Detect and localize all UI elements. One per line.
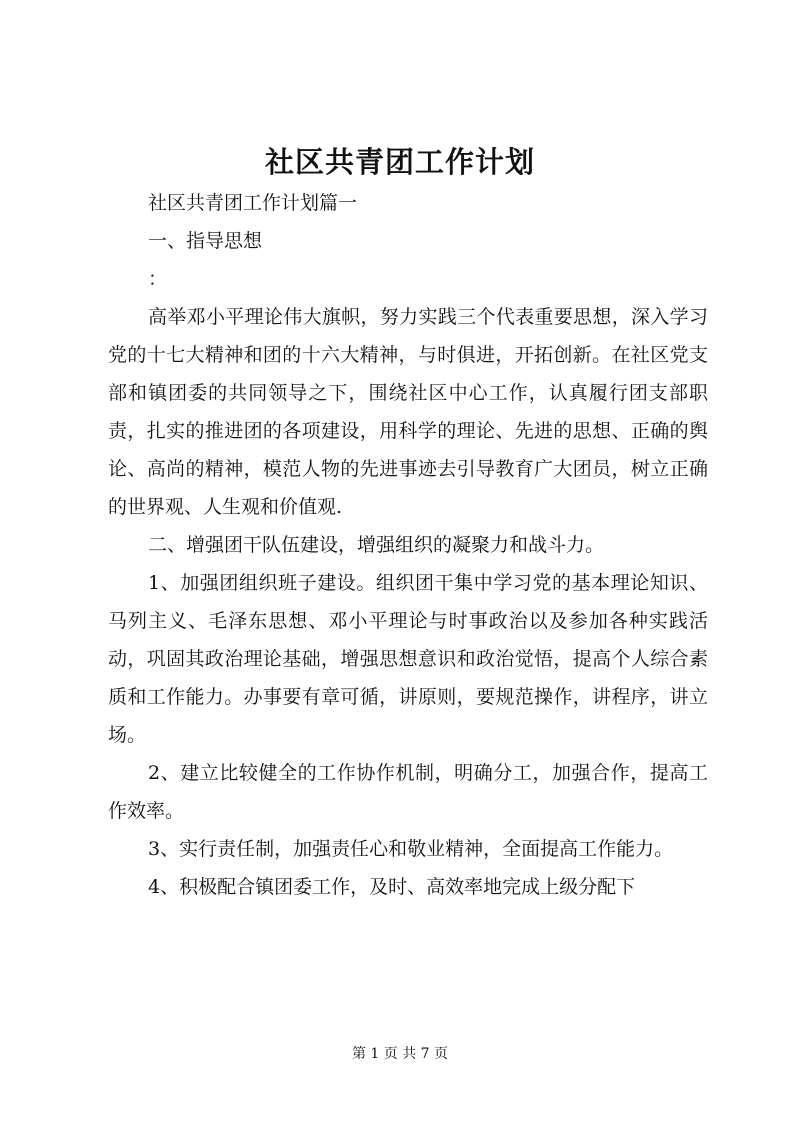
body-paragraph: 高举邓小平理论伟大旗帜，努力实践三个代表重要思想，深入学习党的十七大精神和团的十六大精神，与时俱进，开拓创新。在社区党支部和镇团委的共同领导之下，围绕社区中心工作，认真履行团支部职责，扎实的推进团的各项建设，用科学的理论、先进的思想、正确的舆论、高尚的精神，模范人物的先进事迹去引导教育广大团员，树立正确的世界观、人生观和价值观.: [108, 306, 708, 518]
list-item: 3、实行责任制，加强责任心和敬业精神，全面提高工作能力。: [148, 838, 674, 860]
page-number: 第 1 页 共 7 页: [351, 1046, 449, 1062]
list-item: 1、加强团组织班子建设。组织团干集中学习党的基本理论知识、马列主义、毛泽东思想、邓小平理论与时事政治以及参加各种实践活动，巩固其政治理论基础，增强思想意识和政治觉悟，提高个人综合素质和工作能力。办事要有章可循，讲原则，要规范操作，讲程序，讲立场。: [108, 572, 708, 746]
colon-line: ：: [148, 268, 168, 290]
section-heading: 二、增强团干队伍建设，增强组织的凝聚力和战斗力。: [148, 534, 605, 556]
list-item: 4、积极配合镇团委工作，及时、高效率地完成上级分配下: [148, 876, 636, 898]
document-title: 社区共青团工作计划: [264, 145, 535, 179]
list-item: 2、建立比较健全的工作协作机制，明确分工，加强合作，提高工作效率。: [108, 762, 708, 822]
section-subtitle: 社区共青团工作计划篇一: [148, 192, 358, 214]
document-body: [108, 184, 708, 906]
section-heading: 一、指导思想: [148, 230, 263, 252]
